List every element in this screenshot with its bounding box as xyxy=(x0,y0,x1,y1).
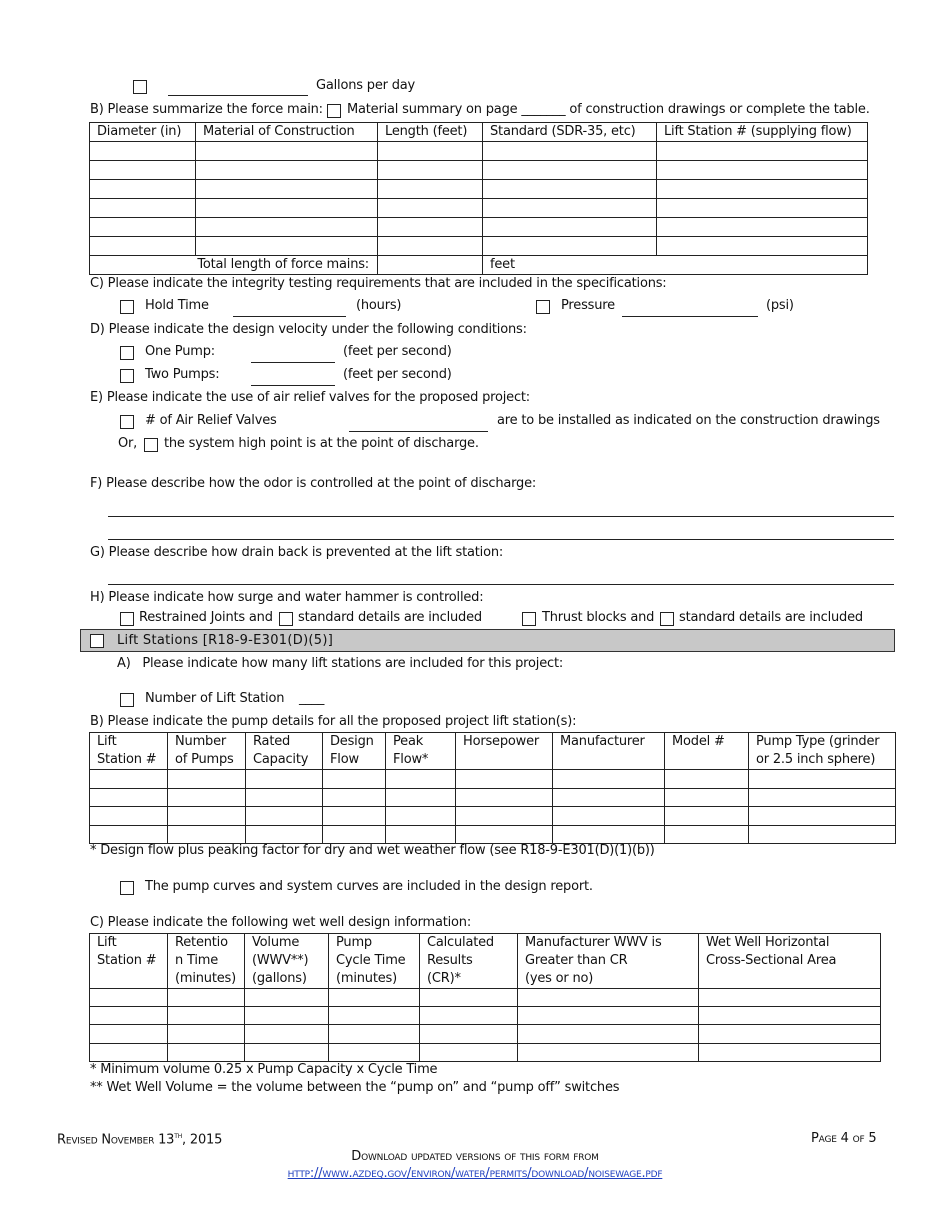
download-text: Download updated versions of this form from xyxy=(351,1149,599,1164)
one-pump-label: One Pump: xyxy=(145,344,215,359)
table-cell[interactable] xyxy=(246,789,323,807)
table-row[interactable] xyxy=(90,770,896,789)
table-cell[interactable] xyxy=(420,1044,518,1062)
velocity-prompt: D) Please indicate the design velocity under the following conditions: xyxy=(90,322,527,337)
table-cell[interactable] xyxy=(456,807,553,826)
table-cell[interactable] xyxy=(657,199,868,218)
table-cell[interactable] xyxy=(168,826,246,844)
table-cell[interactable] xyxy=(196,199,378,218)
table-cell[interactable] xyxy=(90,989,168,1007)
table-cell[interactable] xyxy=(90,1025,168,1044)
pump-header-horsepower: Horsepower xyxy=(456,733,553,770)
table-cell[interactable] xyxy=(323,807,386,826)
table-cell[interactable] xyxy=(323,789,386,807)
table-cell[interactable] xyxy=(518,989,699,1007)
odor-input-line-1[interactable] xyxy=(108,516,894,517)
restrained-details-checkbox[interactable] xyxy=(279,612,293,626)
restrained-details-label: standard details are included xyxy=(298,610,482,625)
hours-label: (hours) xyxy=(356,298,402,313)
table-cell[interactable] xyxy=(90,237,196,256)
pump-header-pump-type: Pump Type (grinder or 2.5 inch sphere) xyxy=(749,733,896,770)
table-cell[interactable] xyxy=(483,199,657,218)
restrained-joints-checkbox[interactable] xyxy=(120,612,134,626)
table-cell[interactable] xyxy=(90,807,168,826)
table-cell[interactable] xyxy=(657,180,868,199)
hold-time-checkbox[interactable] xyxy=(120,300,134,314)
table-row[interactable] xyxy=(90,237,868,256)
gallons-input[interactable] xyxy=(168,95,308,96)
table-cell[interactable] xyxy=(665,789,749,807)
header-lift-station: Lift Station # (supplying flow) xyxy=(657,123,868,142)
table-cell[interactable] xyxy=(553,770,665,789)
table-cell[interactable] xyxy=(168,807,246,826)
table-cell[interactable] xyxy=(245,1007,329,1025)
pump-details-table xyxy=(89,732,896,844)
table-cell[interactable] xyxy=(329,1025,420,1044)
table-cell[interactable] xyxy=(90,161,196,180)
header-diameter: Diameter (in) xyxy=(90,123,196,142)
table-cell[interactable] xyxy=(665,807,749,826)
table-cell[interactable] xyxy=(699,1025,881,1044)
pressure-input[interactable] xyxy=(622,316,758,317)
table-cell[interactable] xyxy=(196,237,378,256)
pump-curves-label: The pump curves and system curves are included in the design report. xyxy=(145,879,593,894)
table-cell[interactable] xyxy=(378,218,483,237)
thrust-blocks-label: Thrust blocks and xyxy=(542,610,655,625)
lift-stations-checkbox[interactable] xyxy=(90,634,104,648)
table-cell[interactable] xyxy=(699,1044,881,1062)
table-cell[interactable] xyxy=(386,807,456,826)
gallons-checkbox[interactable] xyxy=(133,80,147,94)
force-main-prompt: B) Please summarize the force main: xyxy=(90,102,323,117)
pressure-checkbox[interactable] xyxy=(536,300,550,314)
wet-well-note-1: * Minimum volume 0.25 x Pump Capacity x Cycle Time xyxy=(90,1062,438,1077)
table-row[interactable] xyxy=(90,1007,881,1025)
table-cell[interactable] xyxy=(246,807,323,826)
table-cell[interactable] xyxy=(483,161,657,180)
header-length: Length (feet) xyxy=(378,123,483,142)
table-cell[interactable] xyxy=(90,770,168,789)
hold-time-label: Hold Time xyxy=(145,298,209,313)
pump-header-number-pumps: Number of Pumps xyxy=(168,733,246,770)
table-cell[interactable] xyxy=(90,218,196,237)
restrained-joints-label: Restrained Joints and xyxy=(139,610,273,625)
table-row[interactable] xyxy=(90,807,896,826)
header-material: Material of Construction xyxy=(196,123,378,142)
or-label: Or, xyxy=(118,436,138,451)
table-cell[interactable] xyxy=(420,1007,518,1025)
table-cell[interactable] xyxy=(168,1044,245,1062)
download-link[interactable]: http://www.azdeq.gov/environ/water/permits/download/noisewage.pdf xyxy=(287,1166,663,1181)
air-relief-input[interactable] xyxy=(349,431,488,432)
table-cell[interactable] xyxy=(245,1025,329,1044)
well-header-calculated-results: Calculated Results (CR)* xyxy=(420,934,518,989)
table-cell[interactable] xyxy=(168,789,246,807)
table-cell[interactable] xyxy=(657,161,868,180)
table-cell[interactable] xyxy=(483,142,657,161)
wet-well-note-2: ** Wet Well Volume = the volume between the “pump on” and “pump off” switches xyxy=(90,1080,620,1095)
table-cell[interactable] xyxy=(90,789,168,807)
surge-prompt: H) Please indicate how surge and water hammer is controlled: xyxy=(90,590,484,605)
table-cell[interactable] xyxy=(168,1007,245,1025)
table-cell[interactable] xyxy=(553,826,665,844)
well-header-cross-sectional: Wet Well Horizontal Cross-Sectional Area xyxy=(699,934,881,989)
table-row[interactable] xyxy=(90,199,868,218)
psi-label: (psi) xyxy=(766,298,794,313)
pump-header-design-flow: Design Flow xyxy=(323,733,386,770)
table-cell[interactable] xyxy=(378,161,483,180)
table-cell[interactable] xyxy=(749,789,896,807)
table-cell[interactable] xyxy=(657,237,868,256)
table-cell[interactable] xyxy=(196,218,378,237)
pump-details-prompt: B) Please indicate the pump details for all the proposed project lift station(s): xyxy=(90,714,577,729)
table-row[interactable] xyxy=(90,789,896,807)
table-row[interactable] xyxy=(90,1025,881,1044)
table-cell[interactable] xyxy=(553,789,665,807)
table-cell[interactable] xyxy=(699,989,881,1007)
well-header-lift-station: Lift Station # xyxy=(90,934,168,989)
two-pumps-label: Two Pumps: xyxy=(145,367,220,382)
table-cell[interactable] xyxy=(456,826,553,844)
total-row xyxy=(90,256,868,275)
table-cell[interactable] xyxy=(518,1025,699,1044)
table-cell[interactable] xyxy=(168,989,245,1007)
table-cell[interactable] xyxy=(246,770,323,789)
thrust-blocks-checkbox[interactable] xyxy=(522,612,536,626)
total-length-input[interactable] xyxy=(378,256,483,275)
table-cell[interactable] xyxy=(196,161,378,180)
thrust-details-label: standard details are included xyxy=(679,610,863,625)
well-header-retention-time: Retentio n Time (minutes) xyxy=(168,934,245,989)
pump-header-lift-station: Lift Station # xyxy=(90,733,168,770)
table-row[interactable] xyxy=(90,826,896,844)
table-cell[interactable] xyxy=(456,789,553,807)
total-length-label: Total length of force mains: xyxy=(90,256,378,275)
table-cell[interactable] xyxy=(749,770,896,789)
one-pump-checkbox[interactable] xyxy=(120,346,134,360)
well-header-volume: Volume (WWV**) (gallons) xyxy=(245,934,329,989)
table-cell[interactable] xyxy=(378,142,483,161)
air-relief-prompt: E) Please indicate the use of air relief valves for the proposed project: xyxy=(90,390,530,405)
air-relief-label: # of Air Relief Valves xyxy=(145,413,277,428)
feet-label: feet xyxy=(483,256,868,275)
number-lift-station-blank[interactable]: ____ xyxy=(299,691,325,706)
table-cell[interactable] xyxy=(329,1044,420,1062)
table-cell[interactable] xyxy=(90,180,196,199)
table-cell[interactable] xyxy=(553,807,665,826)
table-cell[interactable] xyxy=(420,989,518,1007)
drain-back-input[interactable] xyxy=(108,584,894,585)
pump-header-rated-capacity: Rated Capacity xyxy=(246,733,323,770)
integrity-prompt: C) Please indicate the integrity testing requirements that are included in the specifications: xyxy=(90,276,667,291)
table-cell[interactable] xyxy=(483,180,657,199)
page-number: Page 4 of 5 xyxy=(811,1131,877,1146)
wet-well-table xyxy=(89,933,881,1062)
air-relief-checkbox[interactable] xyxy=(120,415,134,429)
table-cell[interactable] xyxy=(518,1044,699,1062)
wet-well-prompt: C) Please indicate the following wet well design information: xyxy=(90,915,472,930)
force-main-table xyxy=(89,122,868,275)
number-lift-station-label: Number of Lift Station xyxy=(145,691,285,706)
table-cell[interactable] xyxy=(168,1025,245,1044)
two-pumps-input[interactable] xyxy=(251,385,335,386)
table-cell[interactable] xyxy=(456,770,553,789)
table-cell[interactable] xyxy=(699,1007,881,1025)
table-cell[interactable] xyxy=(420,1025,518,1044)
table-cell[interactable] xyxy=(90,199,196,218)
table-cell[interactable] xyxy=(518,1007,699,1025)
two-pumps-units: (feet per second) xyxy=(343,367,452,382)
table-cell[interactable] xyxy=(90,826,168,844)
table-cell[interactable] xyxy=(378,199,483,218)
high-point-checkbox[interactable] xyxy=(144,438,158,452)
pump-header-manufacturer: Manufacturer xyxy=(553,733,665,770)
hold-time-input[interactable] xyxy=(233,316,346,317)
pump-curves-checkbox[interactable] xyxy=(120,881,134,895)
header-standard: Standard (SDR-35, etc) xyxy=(483,123,657,142)
material-summary-label: Material summary on page _______ of construction drawings or complete the table. xyxy=(347,102,870,117)
table-row[interactable] xyxy=(90,142,868,161)
table-row[interactable] xyxy=(90,1044,881,1062)
table-cell[interactable] xyxy=(329,1007,420,1025)
table-cell[interactable] xyxy=(665,826,749,844)
table-cell[interactable] xyxy=(245,989,329,1007)
table-cell[interactable] xyxy=(378,180,483,199)
table-cell[interactable] xyxy=(90,1007,168,1025)
number-lift-station-checkbox[interactable] xyxy=(120,693,134,707)
table-cell[interactable] xyxy=(378,237,483,256)
table-cell[interactable] xyxy=(657,218,868,237)
download-link-wrap xyxy=(0,1166,950,1181)
table-cell[interactable] xyxy=(665,770,749,789)
table-row[interactable] xyxy=(90,989,881,1007)
force-main-header-row xyxy=(90,123,868,142)
pump-header-row xyxy=(90,733,896,770)
thrust-details-checkbox[interactable] xyxy=(660,612,674,626)
table-row[interactable] xyxy=(90,161,868,180)
odor-input-line-2[interactable] xyxy=(108,539,894,540)
odor-prompt: F) Please describe how the odor is controlled at the point of discharge: xyxy=(90,476,537,491)
lift-stations-prompt-a: A) Please indicate how many lift stations are included for this project: xyxy=(117,656,564,671)
table-cell[interactable] xyxy=(246,826,323,844)
table-cell[interactable] xyxy=(323,770,386,789)
pressure-label: Pressure xyxy=(561,298,615,313)
table-cell[interactable] xyxy=(90,142,196,161)
table-cell[interactable] xyxy=(329,989,420,1007)
table-cell[interactable] xyxy=(196,180,378,199)
table-cell[interactable] xyxy=(386,789,456,807)
two-pumps-checkbox[interactable] xyxy=(120,369,134,383)
air-relief-installed-label: are to be installed as indicated on the construction drawings xyxy=(497,413,880,428)
table-cell[interactable] xyxy=(168,770,246,789)
high-point-label: the system high point is at the point of discharge. xyxy=(164,436,479,451)
table-cell[interactable] xyxy=(749,826,896,844)
wet-well-header-row xyxy=(90,934,881,989)
table-cell[interactable] xyxy=(245,1044,329,1062)
lift-stations-title: Lift Stations [R18-9-E301(D)(5)] xyxy=(117,633,334,648)
well-header-cycle-time: Pump Cycle Time (minutes) xyxy=(329,934,420,989)
well-header-manufacturer-wwv: Manufacturer WWV is Greater than CR (yes or no) xyxy=(518,934,699,989)
gallons-label: Gallons per day xyxy=(316,78,416,93)
table-cell[interactable] xyxy=(657,142,868,161)
table-cell[interactable] xyxy=(483,218,657,237)
table-cell[interactable] xyxy=(386,826,456,844)
one-pump-units: (feet per second) xyxy=(343,344,452,359)
one-pump-input[interactable] xyxy=(251,362,335,363)
pump-header-peak-flow: Peak Flow* xyxy=(386,733,456,770)
pump-header-model: Model # xyxy=(665,733,749,770)
table-cell[interactable] xyxy=(749,807,896,826)
table-cell[interactable] xyxy=(196,142,378,161)
table-cell[interactable] xyxy=(386,770,456,789)
table-cell[interactable] xyxy=(323,826,386,844)
table-row[interactable] xyxy=(90,218,868,237)
pump-footnote: * Design flow plus peaking factor for dry and wet weather flow (see R18-9-E301(D)(1)(b)) xyxy=(90,843,655,858)
table-cell[interactable] xyxy=(483,237,657,256)
drain-back-prompt: G) Please describe how drain back is prevented at the lift station: xyxy=(90,545,504,560)
material-summary-checkbox[interactable] xyxy=(327,104,341,118)
table-cell[interactable] xyxy=(90,1044,168,1062)
revised-date: Revised November 13th, 2015 xyxy=(57,1131,223,1148)
table-row[interactable] xyxy=(90,180,868,199)
